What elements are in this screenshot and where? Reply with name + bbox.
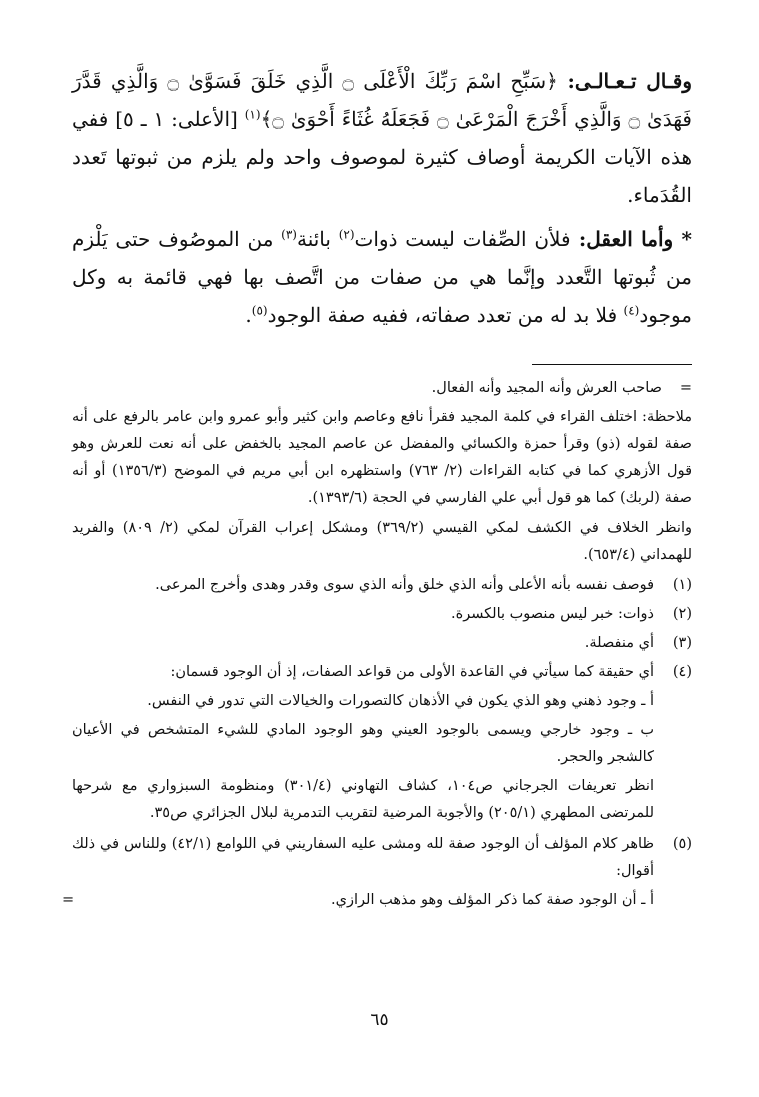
footnote-4-line-d: انظر تعريفات الجرجاني ص١٠٤، كشاف التهاوني (٣٠١/٤) ومنظومة السبزواري مع شرحها للمرتضى المطهري (٢٠٥/١) والأجوبة المرضية لتقريب التدمرية لبلال الجزائري ص٣٥.	[72, 778, 654, 821]
section-heading-reason: * وأما العقل:	[570, 227, 692, 251]
footnote-4-line-a: أي حقيقة كما سيأتي في القاعدة الأولى من قواعد الصفات، إذ أن الوجود قسمان:	[170, 664, 654, 680]
paragraph-text: من الموصُوف حتى يَلْزم من ثُبوتها التَّعدد وإنَّما هي من صفات من اتَّصف بها فهي قائمة به وكل موجود	[72, 227, 692, 327]
paragraph-text: .	[245, 303, 252, 327]
footnote-5-line-b: أ ـ أن الوجود صفة كما ذكر المؤلف وهو مذهب الرازي.	[331, 892, 654, 908]
main-paragraph-2	[72, 220, 692, 334]
footnote-number: (٤)	[672, 664, 692, 680]
footnote-1	[72, 572, 692, 599]
main-text	[72, 62, 692, 334]
paragraph-text: فلأن الصِّفات ليست ذوات	[354, 227, 571, 251]
remark-paragraph-1: ملاحظة: اختلف القراء في كلمة المجيد فقرأ نافع وعاصم وابن كثير وأبو عمرو وابن عامر بالرفع على أنه صفة لقوله (ذو) وقرأ حمزة والكسائي والمفضل عن عاصم المجيد بالخفض على أنه نعت للعرش وهو قول الأزهري كما في كتابه القراءات (٢/ ٧٦٣) واستظهره ابن أبي مريم في الموضح (١٣٥٦/٣) أو أنه صفة (لربك) كما هو قول أبي علي الفارسي في الحجة (١٣٩٣/٦).	[72, 409, 693, 506]
quran-verse: ﴿سَبِّحِ اسْمَ رَبِّكَ الْأَعْلَى ۝ الَّذِي خَلَقَ فَسَوَّىٰ ۝ وَالَّذِي قَدَّرَ فَهَدَىٰ ۝ وَالَّذِي أَخْرَجَ الْمَرْعَىٰ ۝ فَجَعَلَهُ غُثَاءً أَحْوَىٰ ۝﴾	[72, 69, 692, 131]
footnote-4-line-c: ب ـ وجود خارجي ويسمى بالوجود العيني وهو الوجود المادي للشيء المتشخص في الأعيان كالشجر والحجر.	[72, 722, 654, 765]
footnote-ref-5[interactable]: (٥)	[251, 303, 268, 318]
footnote-body: أي منفصلة.	[584, 635, 654, 651]
footnote-ref-4[interactable]: (٤)	[623, 303, 640, 318]
page-content	[62, 62, 693, 918]
footnote-remark	[72, 404, 692, 569]
paragraph-text: فلا بد له من تعدد صفاته، ففيه صفة الوجود	[267, 303, 624, 327]
footnote-number: (١)	[672, 577, 692, 593]
footnote-body	[72, 659, 654, 829]
continuation-text: صاحب العرش وأنه المجيد وأنه الفعال.	[431, 380, 662, 396]
footnote-2	[72, 601, 692, 628]
continuation-mark: =	[679, 380, 692, 396]
footnote-body	[72, 831, 654, 916]
remark-paragraph-2: وانظر الخلاف في الكشف لمكي القيسي (٣٦٩/٢) ومشكل إعراب القرآن لمكي (٢/ ٨٠٩) والفريد للهمداني (٦٥٣/٤).	[72, 520, 692, 563]
footnote-continuation	[72, 375, 692, 402]
footnote-ref-3[interactable]: (٣)	[281, 227, 297, 242]
footnote-separator	[532, 364, 692, 365]
footnote-ref-2[interactable]: (٢)	[338, 227, 355, 242]
footnote-body: فوصف نفسه بأنه الأعلى وأنه الذي خلق وأنه الذي سوى وقدر وهدى وأخرج المرعى.	[155, 577, 654, 593]
footnote-number: (٢)	[672, 606, 692, 622]
footnote-number: (٣)	[672, 635, 692, 651]
footnotes	[62, 375, 693, 916]
paragraph-text: بائنة	[296, 227, 339, 251]
main-paragraph-1	[72, 62, 692, 214]
page-number: ٦٥	[370, 1010, 389, 1030]
footnote-body: ذوات: خبر ليس منصوب بالكسرة.	[451, 606, 654, 622]
intro-phrase: وقـال تـعـالـى:	[557, 69, 692, 93]
footnote-number: (٥)	[672, 836, 692, 852]
continued-mark: =	[62, 892, 75, 908]
footnote-4-line-b: أ ـ وجود ذهني وهو الذي يكون في الأذهان كالتصورات والخيالات التي تدور في النفس.	[147, 693, 654, 709]
footnote-5-line-a: ظاهر كلام المؤلف أن الوجود صفة لله ومشى عليه السفاريني في اللوامع (٤٢/١) وللناس في ذلك أقوال:	[72, 836, 654, 879]
footnote-ref-1[interactable]: (١)	[244, 107, 261, 122]
footnote-3	[72, 630, 692, 657]
footnote-5	[62, 831, 692, 916]
footnote-4	[72, 659, 692, 829]
verse-reference-text: [الأعلى: ١ ـ ٥] ففي هذه الآيات الكريمة أوصاف كثيرة لموصوف واحد ولم يلزم من ثبوتها تَعدد القُدَماء.	[72, 107, 692, 207]
